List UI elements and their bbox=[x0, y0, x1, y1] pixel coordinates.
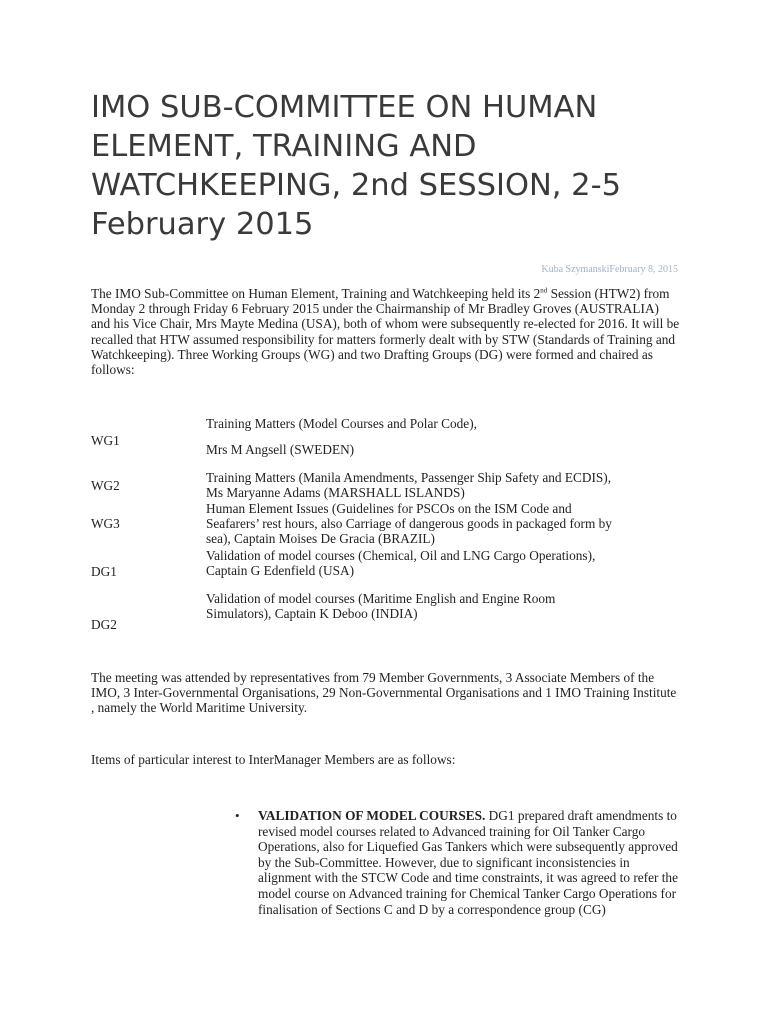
bullet-text bbox=[258, 808, 680, 917]
group-code-dg1: DG1 bbox=[91, 564, 117, 579]
document-title: IMO SUB-COMMITTEE ON HUMAN ELEMENT, TRAINING AND WATCHKEEPING, 2nd SESSION, 2-5 February 2015 bbox=[91, 90, 621, 242]
group-desc-dg2: Validation of model courses (Maritime English and Engine Room Simulators), Captain K Deboo (INDIA) bbox=[206, 591, 556, 622]
intro-text: The IMO Sub-Committee on Human Element, Training and Watchkeeping held its 2 bbox=[91, 286, 541, 301]
bullet-heading: VALIDATION OF MODEL COURSES. bbox=[258, 808, 486, 823]
group-desc-wg1-line2: Mrs M Angsell (SWEDEN) bbox=[206, 442, 355, 457]
author-date-link[interactable]: Kuba SzymanskiFebruary 8, 2015 bbox=[541, 264, 678, 275]
intro-text-cont: Session (HTW2) from Monday 2 through Friday 6 February 2015 under the Chairmanship of Mr Bradley Groves (AUSTRALIA) and his Vice Chair, Mrs Mayte Medina (USA), both of whom were subsequently re-elected for 2016. It will be recalled that HTW assumed responsibility for matters formerly dealt with by STW (Standards of Training and Watchkeeping). Three Working Groups (WG) and two Drafting Groups (DG) were formed and chaired as follows: bbox=[91, 286, 680, 378]
group-desc-wg3: Human Element Issues (Guidelines for PSCOs on the ISM Code and Seafarers’ rest hours, also Carriage of dangerous goods in packaged form by sea), Captain Moises De Gracia (BRAZIL) bbox=[206, 501, 612, 547]
bullet-item bbox=[235, 808, 680, 917]
bullet-body: DG1 prepared draft amendments to revised model courses related to Advanced training for Oil Tanker Cargo Operations, also for Liquefied Gas Tankers which were subsequently approved by the Sub-Committee. However, due to significant inconsistencies in alignment with the STCW Code and time constraints, it was agreed to refer the model course on Advanced training for Chemical Tanker Cargo Operations for finalisation of Sections C and D by a correspondence group (CG) bbox=[258, 808, 678, 917]
group-code-wg3: WG3 bbox=[91, 516, 120, 531]
group-desc-wg2: Training Matters (Manila Amendments, Passenger Ship Safety and ECDIS), Ms Maryanne Adams (MARSHALL ISLANDS) bbox=[206, 470, 612, 501]
group-code-wg1: WG1 bbox=[91, 433, 120, 448]
ordinal-suffix: nd bbox=[540, 286, 548, 295]
attendance-paragraph: The meeting was attended by representatives from 79 Member Governments, 3 Associate Members of the IMO, 3 Inter-Governmental Organisations, 29 Non-Governmental Organisations and 1 IMO Training Institute , namely the World Maritime University. bbox=[91, 670, 677, 716]
bullet-marker: • bbox=[235, 808, 240, 823]
intro-paragraph bbox=[91, 286, 681, 377]
items-intro-paragraph: Items of particular interest to InterManager Members are as follows: bbox=[91, 752, 456, 767]
group-code-dg2: DG2 bbox=[91, 617, 117, 632]
group-desc-wg1-line1: Training Matters (Model Courses and Polar Code), bbox=[206, 416, 477, 431]
group-code-wg2: WG2 bbox=[91, 478, 120, 493]
group-desc-dg1: Validation of model courses (Chemical, Oil and LNG Cargo Operations), Captain G Edenfield (USA) bbox=[206, 548, 596, 579]
